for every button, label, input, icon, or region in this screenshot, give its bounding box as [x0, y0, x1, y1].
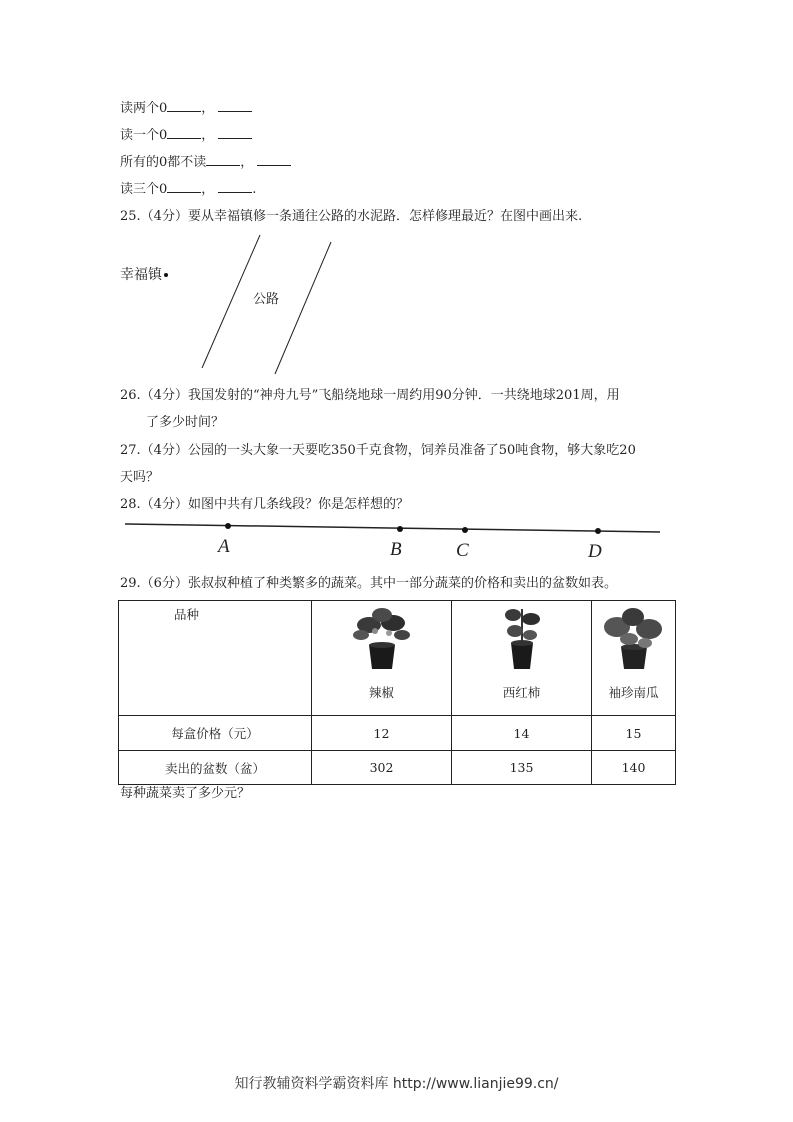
table-cell: 135 — [452, 751, 592, 785]
variety-cell — [592, 601, 676, 716]
table-cell: 140 — [592, 751, 676, 785]
tomato-plant-icon — [487, 605, 557, 671]
point-a-label: A — [218, 536, 230, 557]
table-cell: 12 — [312, 716, 452, 751]
table-row — [119, 601, 676, 716]
reading-label: 读一个0 — [120, 128, 168, 143]
question-25: 25.（4分）要从幸福镇修一条通往公路的水泥路．怎样修理最近？在图中画出来. — [120, 209, 583, 224]
separator: ， — [201, 101, 215, 116]
base-line — [125, 524, 660, 532]
row-label: 卖出的盆数（盆） — [119, 751, 312, 785]
road-label: 公路 — [253, 292, 280, 307]
answer-blank[interactable] — [218, 180, 252, 193]
reading-item — [120, 124, 252, 143]
point-b-dot — [397, 526, 403, 532]
answer-blank[interactable] — [218, 126, 252, 139]
answer-blank[interactable] — [257, 153, 291, 166]
answer-blank[interactable] — [218, 99, 252, 112]
separator: ， — [201, 128, 215, 143]
question-27-line2: 天吗？ — [120, 470, 160, 485]
row-label: 每盒价格（元） — [119, 716, 312, 751]
end-mark: . — [252, 182, 257, 197]
road-edge-left — [202, 235, 260, 368]
variety-name: 西红柿 — [502, 685, 541, 700]
answer-blank[interactable] — [167, 126, 201, 139]
answer-blank[interactable] — [167, 99, 201, 112]
reading-item — [120, 151, 291, 170]
variety-name: 辣椒 — [368, 685, 394, 700]
point-c-label: C — [456, 540, 469, 561]
table-cell: 14 — [452, 716, 592, 751]
pepper-plant-icon — [347, 605, 417, 671]
question-26-line2: 了多少时间？ — [146, 415, 225, 430]
variety-cell — [452, 601, 592, 716]
question-29: 29.（6分）张叔叔种植了种类繁多的蔬菜。其中一部分蔬菜的价格和卖出的盆数如表。 — [120, 576, 617, 591]
town-dot-icon — [164, 273, 168, 277]
vegetable-table — [118, 600, 676, 785]
reading-label: 读三个0 — [120, 182, 168, 197]
variety-cell — [312, 601, 452, 716]
table-cell: 302 — [312, 751, 452, 785]
point-b-label: B — [390, 539, 402, 560]
question-26-line1: 26.（4分）我国发射的“神舟九号”飞船绕地球一周约用90分钟．一共绕地球201周，用 — [120, 388, 620, 403]
table-cell: 15 — [592, 716, 676, 751]
road-edge-right — [275, 242, 331, 374]
separator: ， — [240, 155, 254, 170]
question-28: 28.（4分）如图中共有几条线段？你是怎样想的？ — [120, 497, 409, 512]
table-row — [119, 751, 676, 785]
table-row — [119, 716, 676, 751]
reading-label: 所有的0都不读 — [120, 155, 207, 170]
question-29-prompt: 每种蔬菜卖了多少元？ — [120, 786, 251, 801]
point-d-dot — [595, 528, 601, 534]
answer-blank[interactable] — [206, 153, 240, 166]
reading-item — [120, 97, 252, 116]
point-c-dot — [462, 527, 468, 533]
town-name: 幸福镇 — [120, 267, 162, 283]
mini-pumpkin-plant-icon — [599, 605, 669, 671]
town-label — [120, 264, 168, 284]
point-a-dot — [225, 523, 231, 529]
answer-blank[interactable] — [167, 180, 201, 193]
reading-item — [120, 178, 256, 197]
variety-name: 袖珍南瓜 — [608, 685, 659, 700]
point-d-label: D — [588, 541, 602, 562]
question-27-line1: 27.（4分）公园的一头大象一天要吃350千克食物，饲养员准备了50吨食物，够大象吃20 — [120, 443, 636, 458]
separator: ， — [201, 182, 215, 197]
variety-header: 品种 — [119, 601, 312, 716]
reading-label: 读两个0 — [120, 101, 168, 116]
footer-watermark: 知行教辅资料学霸资料库 http://www.lianjie99.cn/ — [234, 1076, 559, 1092]
